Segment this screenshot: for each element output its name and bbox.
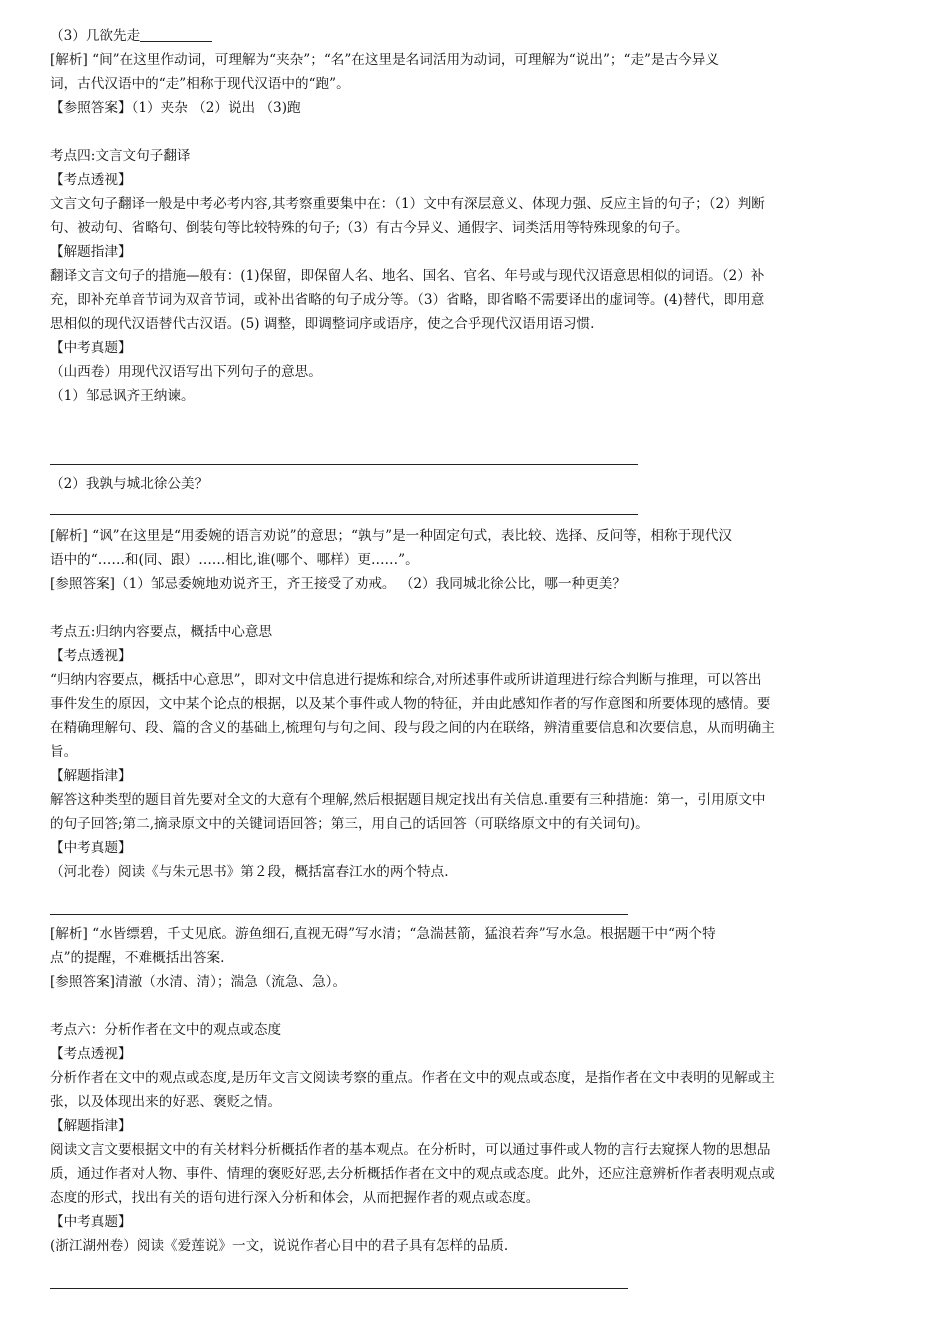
text-line: （河北卷）阅读《与朱元思书》第２段，概括富春江水的两个特点. — [50, 864, 449, 880]
answer-line — [50, 914, 628, 915]
text-line: 的句子回答;第二,摘录原文中的关键词语回答；第三，用自己的话回答（可联络原文中的有关词句)。 — [50, 816, 649, 832]
reference-answer: 【参照答案】（1）夹杂 （2）说出 （3)跑 — [50, 100, 301, 116]
subheading: 【中考真题】 — [50, 340, 132, 356]
text-line: [解析] “讽”在这里是“用委婉的语言劝说”的意思；“孰与”是一种固定句式，表比较、选择、反问等，相称于现代汉 — [50, 528, 732, 544]
subheading: 【解题指津】 — [50, 768, 132, 784]
text-line: 事件发生的原因，文中某个论点的根据，以及某个事件或人物的特征，并由此感知作者的写作意图和所要体现的感情。要 — [50, 696, 771, 712]
text-line: (浙江湖州卷）阅读《爱莲说》一文，说说作者心目中的君子具有怎样的品质. — [50, 1238, 509, 1254]
text-line: 态度的形式，找出有关的语句进行深入分析和体会，从而把握作者的观点或态度。 — [50, 1190, 540, 1206]
text-line: “归纳内容要点，概括中心意思”，即对文中信息进行提炼和综合,对所述事件或所讲道理进行综合判断与推理，可以答出 — [50, 672, 762, 688]
subheading: 【中考真题】 — [50, 1214, 132, 1230]
text-line: 张，以及体现出来的好恶、褒贬之情。 — [50, 1094, 282, 1110]
reference-answer: [参照答案]（1）邹忌委婉地劝说齐王，齐王接受了劝戒。 （2）我同城北徐公比，哪一种更美？ — [50, 576, 626, 592]
answer-line — [50, 1288, 628, 1289]
reference-answer: [参照答案]清澈（水清、清）；湍急（流急、急）。 — [50, 974, 347, 990]
text-line: 点”的提醒，不难概括出答案. — [50, 950, 225, 966]
text-line: 充，即补充单音节词为双音节词，或补出省略的句子成分等。（3）省略，即省略不需要译出的虚词等。(4)替代，即用意 — [50, 292, 765, 308]
text-line: 旨。 — [50, 744, 78, 760]
text-line: 语中的“……和(同、跟）……相比,谁(哪个、哪样）更……”。 — [50, 552, 419, 568]
text-line: [解析] “水皆缥碧，千丈见底。游鱼细石,直视无碍”写水清；“急湍甚箭，猛浪若奔”写水急。根据题干中“两个特 — [50, 926, 716, 942]
section-heading: 考点六：分析作者在文中的观点或态度 — [50, 1022, 282, 1038]
section-heading: 考点四:文言文句子翻译 — [50, 148, 191, 164]
text-line: 思相似的现代汉语替代古汉语。(5) 调整，即调整词序或语序，使之合乎现代汉语用语习惯. — [50, 316, 595, 332]
text-line: 句、被动句、省略句、倒装句等比较特殊的句子;（3）有古今异义、通假字、词类活用等特殊现象的句子。 — [50, 220, 689, 236]
question-item-3: （3）几欲先走 — [50, 24, 910, 48]
subheading: 【中考真题】 — [50, 840, 132, 856]
answer-line — [50, 514, 638, 515]
text-line: [解析] “间”在这里作动词，可理解为“夹杂”；“名”在这里是名词活用为动词，可理解为“说出”；“走”是古今异义 — [50, 52, 719, 68]
text-line: 分析作者在文中的观点或态度,是历年文言文阅读考察的重点。作者在文中的观点或态度，是指作者在文中表明的见解或主 — [50, 1070, 775, 1086]
subheading: 【考点透视】 — [50, 1046, 132, 1062]
question-item: （1）邹忌讽齐王纳谏。 — [50, 388, 195, 404]
question-item: （2）我孰与城北徐公美？ — [50, 476, 209, 492]
answer-line — [50, 464, 638, 465]
text-line: 解答这种类型的题目首先要对全文的大意有个理解,然后根据题目规定找出有关信息.重要有三种措施：第一，引用原文中 — [50, 792, 766, 808]
text-line: （山西卷）用现代汉语写出下列句子的意思。 — [50, 364, 322, 380]
subheading: 【解题指津】 — [50, 1118, 132, 1134]
text-line: 质，通过作者对人物、事件、情理的褒贬好恶,去分析概括作者在文中的观点或态度。此外，还应注意辨析作者表明观点或 — [50, 1166, 775, 1182]
subheading: 【考点透视】 — [50, 172, 132, 188]
section-heading: 考点五:归纳内容要点，概括中心意思 — [50, 624, 273, 640]
text-line: 文言文句子翻译一般是中考必考内容,其考察重要集中在：（1）文中有深层意义、体现力强、反应主旨的句子；（2）判断 — [50, 196, 765, 212]
text-line: 在精确理解句、段、篇的含义的基础上,梳理句与句之间、段与段之间的内在联络，辨清重要信息和次要信息，从而明确主 — [50, 720, 775, 736]
text-line: 阅读文言文要根据文中的有关材料分析概括作者的基本观点。在分析时，可以通过事件或人物的言行去窥探人物的思想品 — [50, 1142, 771, 1158]
text-line: 翻译文言文句子的措施—般有：(1)保留，即保留人名、地名、国名、官名、年号或与现代汉语意思相似的词语。（2）补 — [50, 268, 765, 284]
answer-blank — [140, 27, 212, 42]
text-line: 词，古代汉语中的“走”相称于现代汉语中的“跑”。 — [50, 76, 350, 92]
subheading: 【考点透视】 — [50, 648, 132, 664]
subheading: 【解题指津】 — [50, 244, 132, 260]
